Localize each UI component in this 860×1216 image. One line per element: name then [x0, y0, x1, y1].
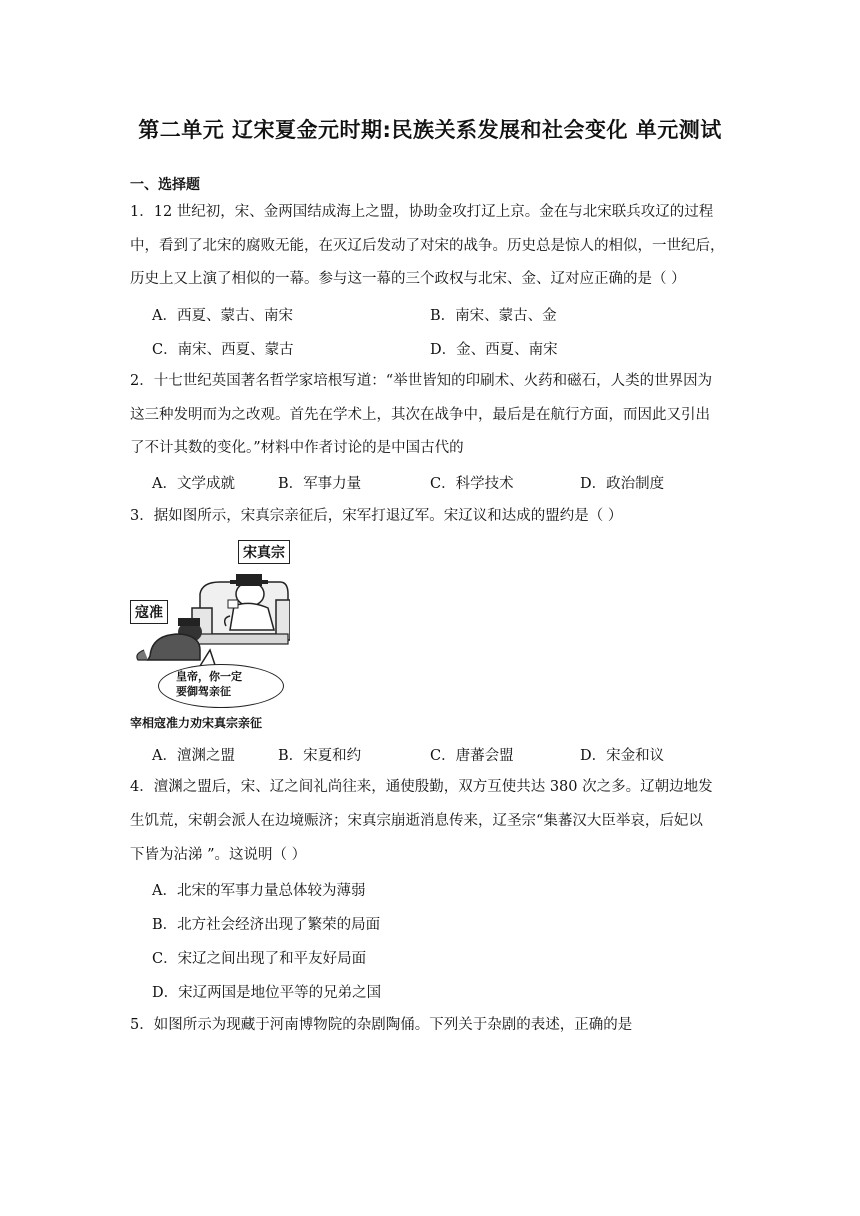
q3-option-c[interactable]: C．唐蕃会盟 — [430, 748, 514, 764]
q2-line-3: 了不计其数的变化。”材料中作者讨论的是中国古代的 — [130, 440, 464, 456]
q4-line-1: 4．澶渊之盟后，宋、辽之间礼尚往来，通使殷勤，双方互使共达 380 次之多。辽朝边地发 — [130, 779, 713, 795]
q4-line-2: 生饥荒，宋朝会派人在边境赈济；宋真宗崩逝消息传来，辽圣宗“集蕃汉大臣举哀，后妃以 — [130, 813, 703, 829]
speech-line-1: 皇帝，你一定 — [176, 670, 242, 683]
speech-bubble-text — [176, 669, 276, 699]
speech-line-2: 要御驾亲征 — [176, 685, 231, 698]
q2-option-c[interactable]: C．科学技术 — [430, 476, 514, 492]
section-heading: 一、选择题 — [130, 177, 200, 193]
q2-option-a[interactable]: A．文学成就 — [152, 476, 235, 492]
q4-option-d[interactable]: D．宋辽两国是地位平等的兄弟之国 — [152, 985, 382, 1001]
q1-line-3: 历史上又上演了相似的一幕。参与这一幕的三个政权与北宋、金、辽对应正确的是（ ） — [130, 271, 686, 287]
q1-option-c[interactable]: C．南宋、西夏、蒙古 — [152, 342, 294, 358]
q1-option-d[interactable]: D．金、西夏、南宋 — [430, 342, 558, 358]
page-title: 第二单元 辽宋夏金元时期:民族关系发展和社会变化 单元测试 — [138, 118, 722, 142]
q3-option-d[interactable]: D．宋金和议 — [580, 748, 665, 764]
q2-option-b[interactable]: B．军事力量 — [278, 476, 362, 492]
label-emperor: 宋真宗 — [238, 540, 290, 564]
q3-option-a[interactable]: A．澶渊之盟 — [152, 748, 235, 764]
q4-option-b[interactable]: B．北方社会经济出现了繁荣的局面 — [152, 917, 381, 933]
q1-line-1: 1．12 世纪初，宋、金两国结成海上之盟，协助金攻打辽上京。金在与北宋联兵攻辽的过程 — [130, 204, 714, 220]
label-minister: 寇准 — [130, 600, 168, 624]
q1-option-a[interactable]: A．西夏、蒙古、南宋 — [152, 308, 293, 324]
q3-illustration — [130, 538, 290, 732]
q1-option-b[interactable]: B．南宋、蒙古、金 — [430, 308, 557, 324]
q3-line-1: 3．据如图所示，宋真宗亲征后，宋军打退辽军。宋辽议和达成的盟约是（ ） — [130, 508, 623, 524]
q4-line-3: 下皆为沾涕 ”。这说明（ ） — [130, 847, 307, 863]
illustration-caption: 宰相寇准力劝宋真宗亲征 — [130, 716, 263, 730]
q2-line-2: 这三种发明而为之改观。首先在学术上，其次在战争中，最后是在航行方面，而因此又引出 — [130, 407, 710, 423]
q2-line-1: 2．十七世纪英国著名哲学家培根写道：“举世皆知的印刷术、火药和磁石，人类的世界因为 — [130, 373, 713, 389]
q2-option-d[interactable]: D．政治制度 — [580, 476, 665, 492]
q4-option-a[interactable]: A．北宋的军事力量总体较为薄弱 — [152, 883, 366, 899]
q4-option-c[interactable]: C．宋辽之间出现了和平友好局面 — [152, 951, 367, 967]
q3-option-b[interactable]: B．宋夏和约 — [278, 748, 362, 764]
q1-line-2: 中，看到了北宋的腐败无能，在灭辽后发动了对宋的战争。历史总是惊人的相似，一世纪后， — [130, 238, 725, 254]
q5-line-1: 5．如图所示为现藏于河南博物院的杂剧陶俑。下列关于杂剧的表述，正确的是 — [130, 1017, 633, 1033]
